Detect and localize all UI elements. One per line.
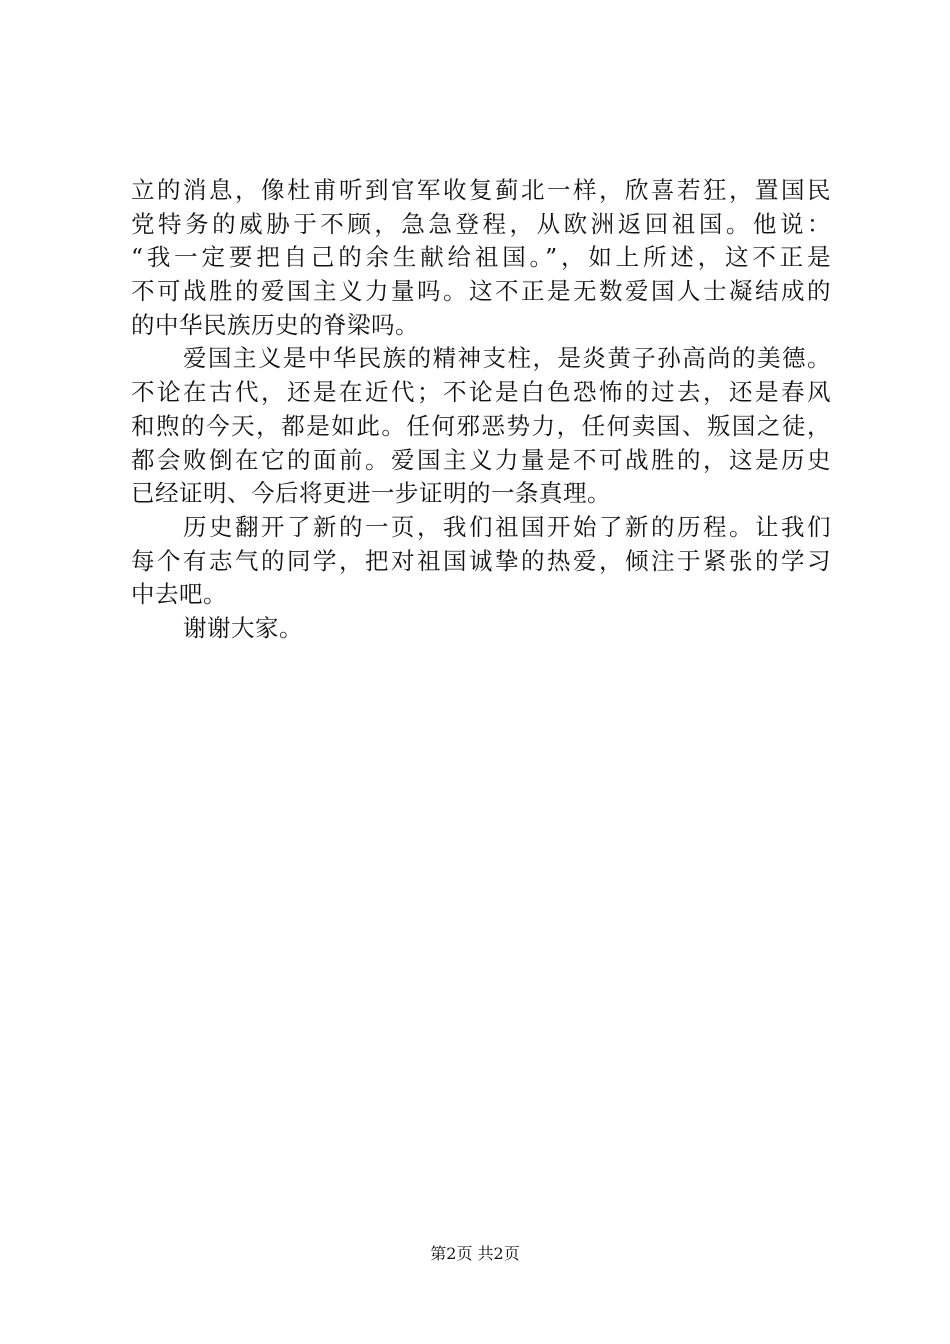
text-line: 不可战胜的爱国主义力量吗。这不正是无数爱国人士凝结成的 xyxy=(131,277,831,306)
paragraph-start-line: 爱国主义是中华民族的精神支柱，是炎黄子孙高尚的美德。 xyxy=(183,344,831,373)
text-line: 已经证明、今后将更进一步证明的一条真理。 xyxy=(131,479,611,508)
text-line: 和煦的今天，都是如此。任何邪恶势力，任何卖国、叛国之徒， xyxy=(131,411,831,440)
page-number-label: 第2页 共2页 xyxy=(430,1244,520,1263)
text-line: 每个有志气的同学，把对祖国诚挚的热爱，倾注于紧张的学习 xyxy=(131,546,831,575)
text-line: 中去吧。 xyxy=(131,580,227,609)
text-line: 不论在古代，还是在近代；不论是白色恐怖的过去，还是春风 xyxy=(131,378,831,407)
text-line: 党特务的威胁于不顾，急急登程，从欧洲返回祖国。他说： xyxy=(131,209,831,238)
text-line: 的中华民族历史的脊梁吗。 xyxy=(131,310,419,339)
page-footer xyxy=(0,1243,950,1265)
document-body xyxy=(131,174,831,646)
closing-line: 谢谢大家。 xyxy=(183,613,303,642)
paragraph-start-line: 历史翻开了新的一页，我们祖国开始了新的历程。让我们 xyxy=(183,512,831,541)
text-line: 立的消息，像杜甫听到官军收复蓟北一样，欣喜若狂，置国民 xyxy=(131,176,831,204)
text-line: “我一定要把自己的余生献给祖国。”，如上所述，这不正是 xyxy=(131,243,831,272)
text-line: 都会败倒在它的面前。爱国主义力量是不可战胜的，这是历史 xyxy=(131,445,831,474)
